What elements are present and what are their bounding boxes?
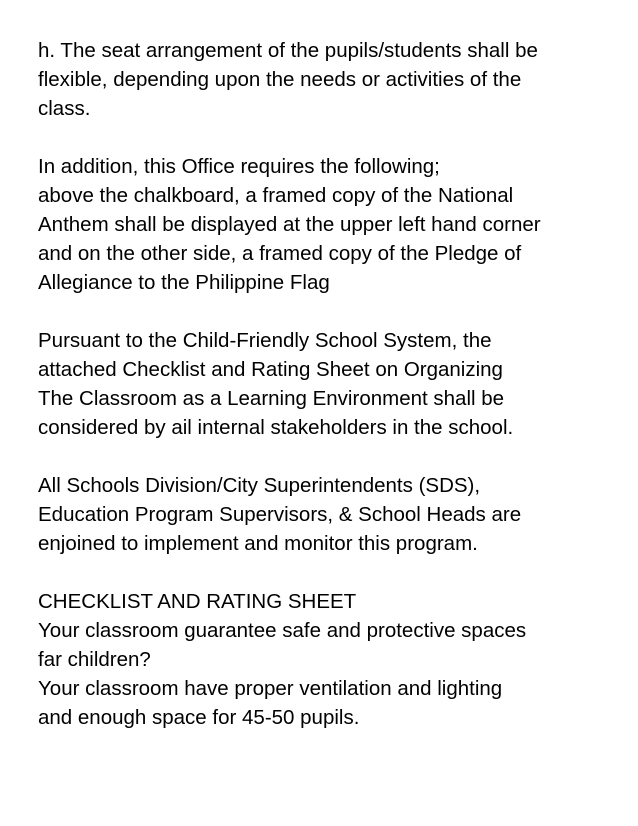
text-line: considered by ail internal stakeholders in the school.	[38, 416, 514, 439]
text-line: All Schools Division/City Superintendents (SDS),	[38, 474, 481, 497]
text-line: Education Program Supervisors, & School Heads are	[38, 503, 522, 526]
checklist-heading: CHECKLIST AND RATING SHEET	[38, 590, 357, 613]
document-body	[38, 36, 618, 732]
text-line: h. The seat arrangement of the pupils/students shall be	[38, 39, 538, 62]
paragraph-checklist	[38, 587, 618, 732]
text-line: and enough space for 45-50 pupils.	[38, 706, 360, 729]
text-line: above the chalkboard, a framed copy of the National	[38, 184, 514, 207]
text-line: attached Checklist and Rating Sheet on Organizing	[38, 358, 503, 381]
paragraph-seat-arrangement	[38, 36, 618, 123]
text-line: Pursuant to the Child-Friendly School System, the	[38, 329, 492, 352]
paragraph-superintendents	[38, 471, 618, 558]
text-line: Anthem shall be displayed at the upper left hand corner	[38, 213, 541, 236]
text-line: class.	[38, 97, 91, 120]
text-line: In addition, this Office requires the following;	[38, 155, 440, 178]
text-line: enjoined to implement and monitor this program.	[38, 532, 478, 555]
text-line: Allegiance to the Philippine Flag	[38, 271, 330, 294]
text-line: flexible, depending upon the needs or activities of the	[38, 68, 522, 91]
text-line: Your classroom guarantee safe and protective spaces	[38, 619, 527, 642]
paragraph-child-friendly-system	[38, 326, 618, 442]
text-line: and on the other side, a framed copy of the Pledge of	[38, 242, 522, 265]
text-line: Your classroom have proper ventilation and lighting	[38, 677, 503, 700]
text-line: far children?	[38, 648, 151, 671]
text-line: The Classroom as a Learning Environment shall be	[38, 387, 505, 410]
paragraph-office-requirements	[38, 152, 618, 297]
